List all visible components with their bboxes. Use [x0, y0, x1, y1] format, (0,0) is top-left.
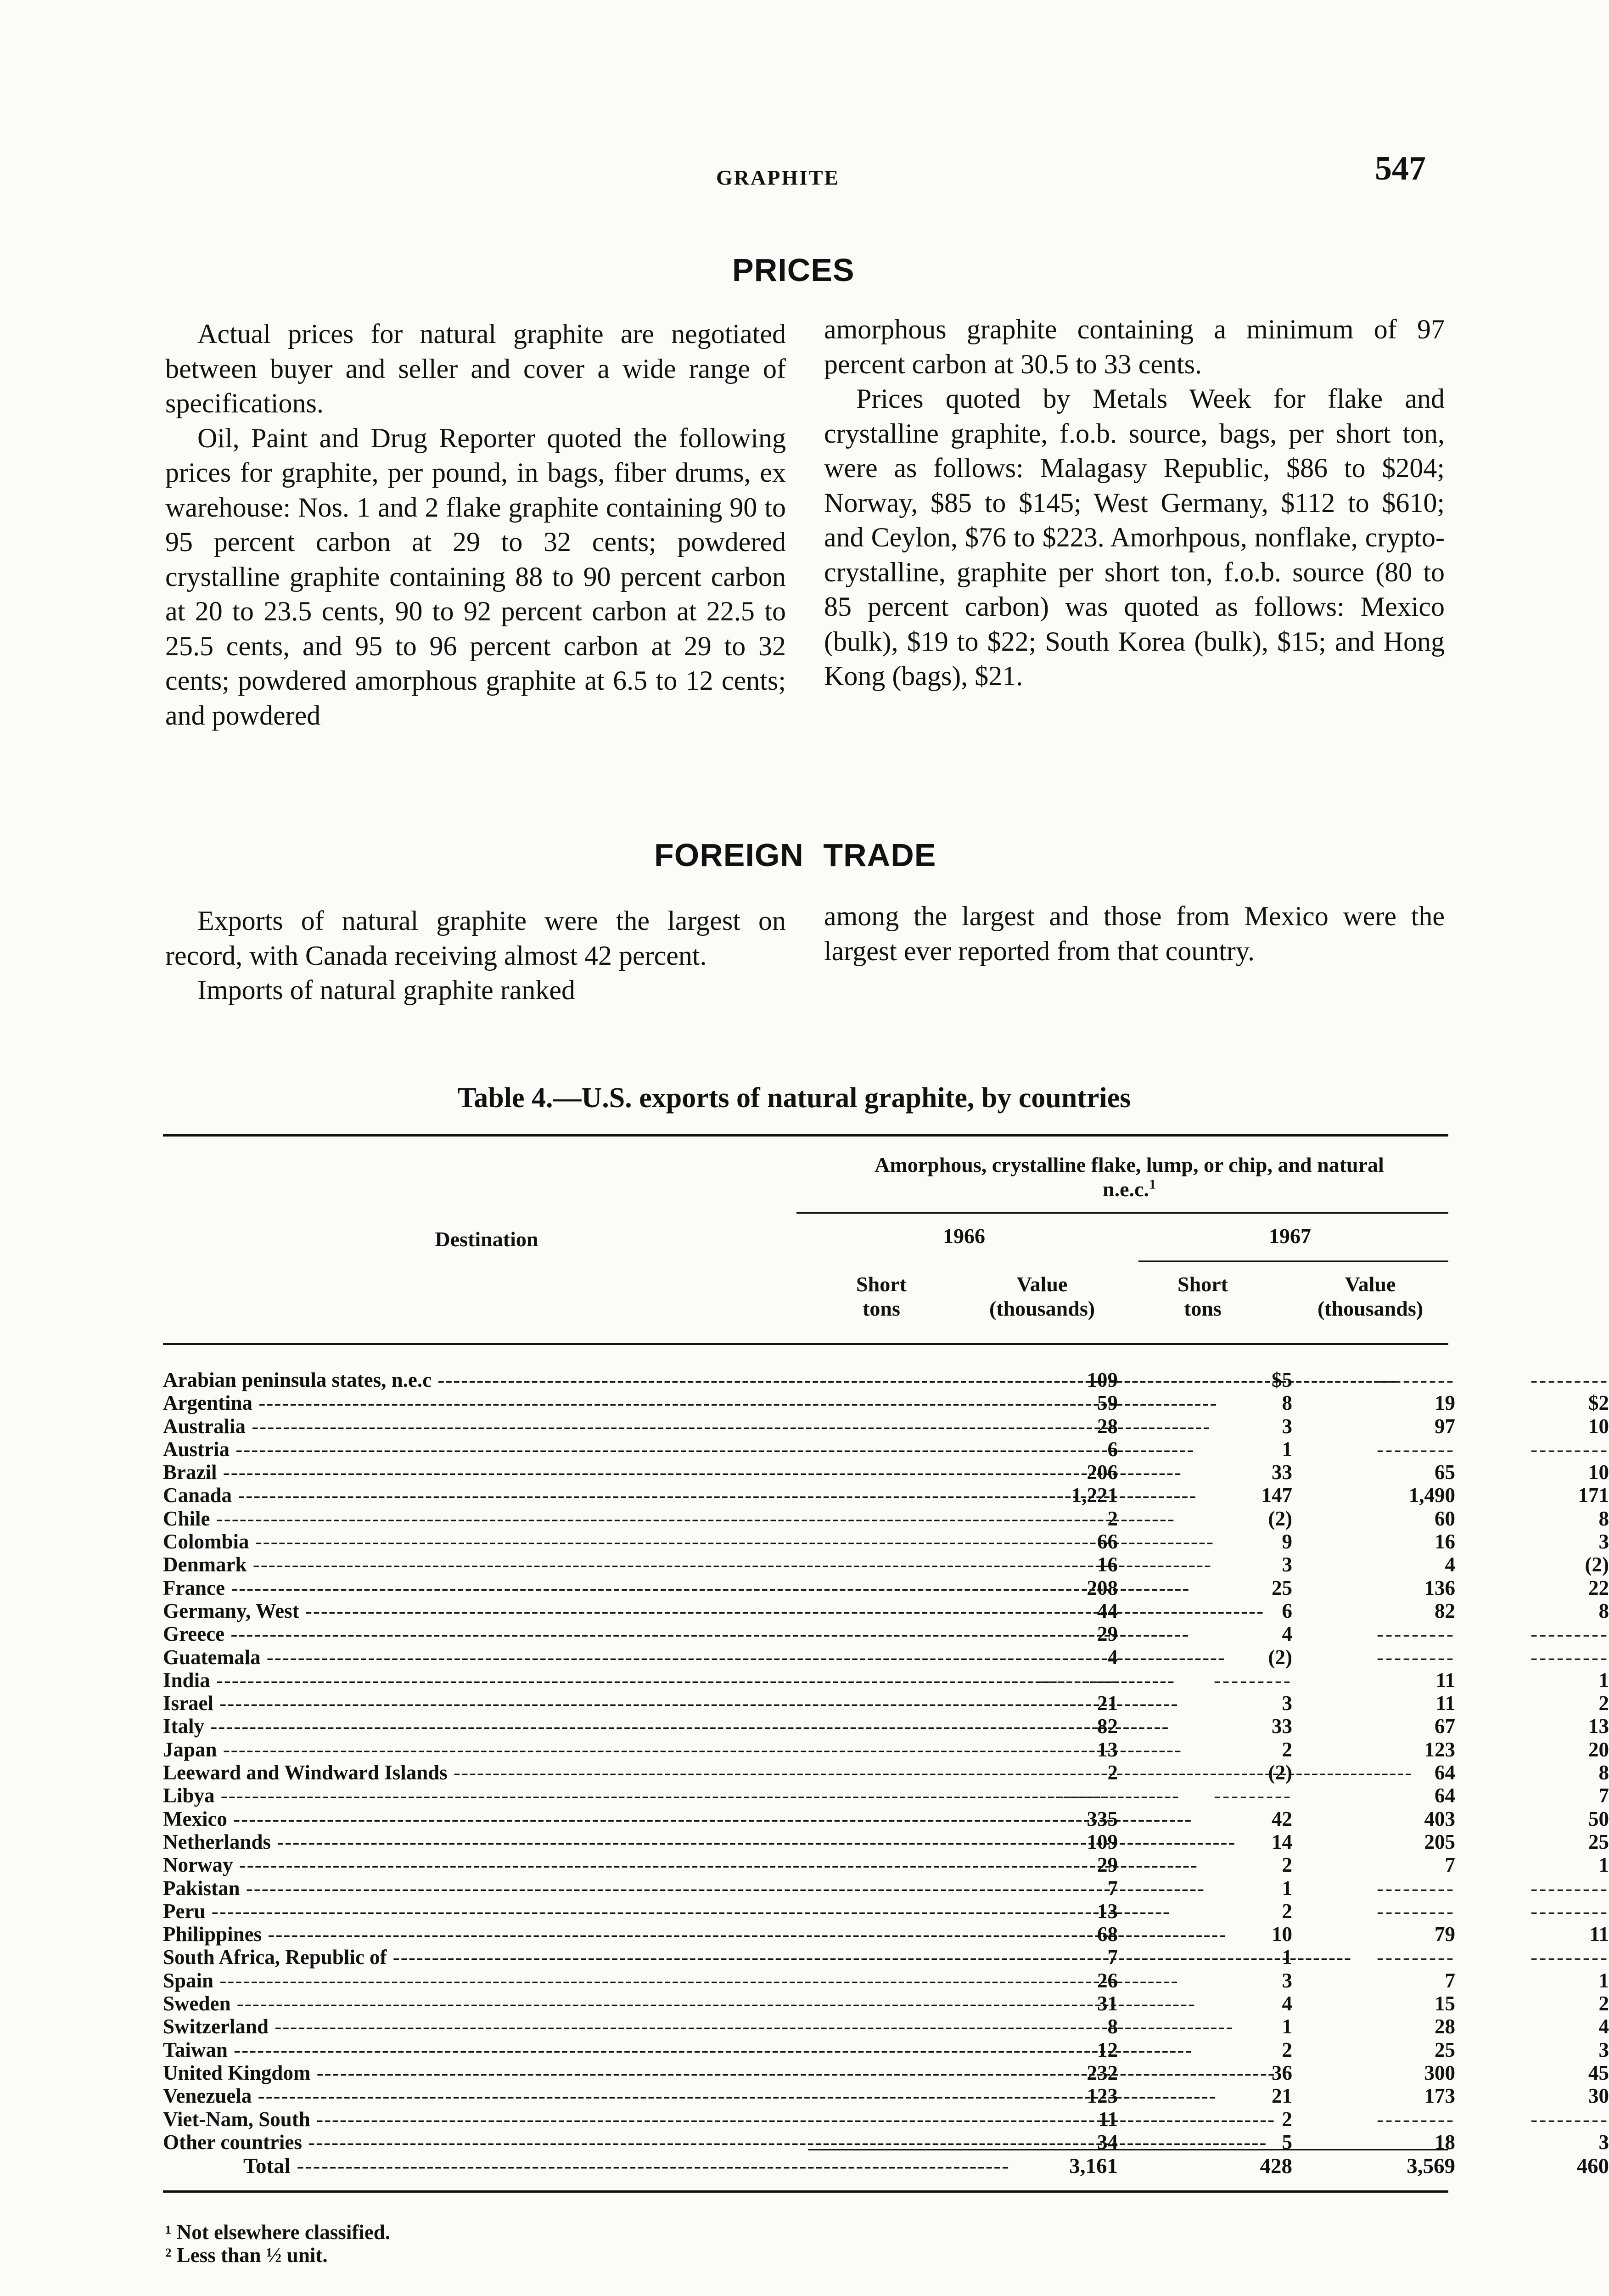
paragraph: Oil, Paint and Drug Reporter quoted the following prices for graphite, per pound, in bags, fiber drums, ex warehouse: Nos. 1 and 2 flake graphite containing 90 to 95 percent carbon at 29 to 32 cents; powdered crystalline graphite containing 88 to 90 percent carbon at 20 to 23.5 cents, 90 to 92 percent carbon at 22.5 to 25.5 cents, and 95 to 96 percent carbon at 29 to 32 cents; powdered amorphous graphite at 6.5 to 12 cents; and powdered [165, 422, 786, 731]
prices-heading: PRICES [732, 252, 855, 288]
paragraph: Prices quoted by Metals Week for flake and crystalline graphite, f.o.b. source, bags, per short ton, were as follows: Malagasy Republic, $86 to $204; Norway, $85 to $145; West Germany, $112 to $610; and Ceylon, $76 to $223. Amorhpous, nonflake, crypto-crystalline, graphite per short ton, f.o.b. source (80 to 85 percent carbon) was quoted as follows: Mexico (bulk), $19 to $22; South Korea (bulk), $15; and Hong Kong (bags), $21. [824, 383, 1445, 691]
year-1966-header: 1966 [943, 1224, 985, 1248]
destination-cell: Austria ----- [163, 1438, 803, 1461]
table-row [163, 1391, 1609, 1415]
value-1966-cell: 2 [1282, 2038, 1292, 2061]
tons-1967-cell: --------- [1377, 1368, 1455, 1391]
table-row [163, 1992, 1609, 2015]
destination-cell: Viet-Nam, South ----- [163, 2108, 803, 2131]
destination-cell: Brazil ----- [163, 1461, 803, 1484]
trade-right-column [824, 899, 1445, 968]
destination-cell: Japan ----- [163, 1738, 803, 1761]
value-1967-cell: 4 [1598, 2015, 1609, 2038]
value-1967-cell: --------- [1531, 1876, 1609, 1900]
value-1967-cell: --------- [1531, 1645, 1609, 1669]
col-group-label: Amorphous, crystalline flake, lump, or chip, and natural n.e.c. [875, 1153, 1384, 1201]
value-1966-cell: 1 [1282, 2015, 1292, 2038]
destination-cell: Chile ----- [163, 1507, 803, 1530]
trade-left-column [165, 904, 786, 1008]
tons-1966-cell: 8 [1107, 2015, 1118, 2038]
prices-left-column [165, 317, 786, 733]
value-1967-cell: 22 [1588, 1576, 1609, 1599]
value-1966-cell: (2) [1268, 1507, 1292, 1530]
tons-1967-cell: 25 [1435, 2038, 1455, 2061]
tons-1967-cell: 28 [1435, 2015, 1455, 2038]
value-1967-cell: 8 [1598, 1599, 1609, 1622]
prices-right-column [824, 312, 1445, 694]
value-1966-cell: 2 [1282, 1899, 1292, 1923]
value-1967-cell: 10 [1588, 1414, 1609, 1438]
destination-cell: Italy ----- [163, 1715, 803, 1738]
value-1966-cell: 9 [1282, 1530, 1292, 1553]
destination-cell: Israel ----- [163, 1692, 803, 1715]
destination-cell: Sweden ----- [163, 1992, 803, 2015]
destination-cell: Norway ----- [163, 1853, 803, 1876]
value-1967-cell: --------- [1531, 1946, 1609, 1969]
running-head: GRAPHITE [716, 166, 840, 189]
subheader-value-1967: Value (thousands) [1317, 1272, 1424, 1320]
destination-cell: Leeward and Windward Islands ----- [163, 1761, 803, 1784]
table-title: Table 4.—U.S. exports of natural graphite, by countries [457, 1082, 1131, 1114]
tons-1967-cell: 79 [1435, 1923, 1455, 1946]
table-row [163, 2084, 1609, 2108]
value-1967-cell: --------- [1531, 1368, 1609, 1391]
tons-1966-cell: 11 [1098, 2107, 1118, 2131]
value-1966-cell: --------- [1214, 1668, 1292, 1692]
total-tons-1966: 3,161 [1069, 2154, 1118, 2178]
paragraph: Actual prices for natural graphite are negotiated between buyer and seller and cover a wide range of specifications. [165, 319, 786, 418]
table-row [163, 1437, 1609, 1461]
col-group-header [854, 1153, 1405, 1201]
table-row [163, 1876, 1609, 1900]
tons-1966-cell: 13 [1097, 1899, 1118, 1923]
tons-1966-cell: 1,221 [1071, 1484, 1118, 1507]
destination-cell: United Kingdom ----- [163, 2061, 803, 2084]
value-1967-cell: 3 [1598, 1530, 1609, 1553]
col-header-destination: Destination [435, 1227, 538, 1251]
table-row [163, 1576, 1609, 1599]
tons-1966-cell: 13 [1097, 1738, 1118, 1761]
table-row [163, 1807, 1609, 1830]
tons-1966-cell: 59 [1097, 1391, 1118, 1415]
foreign-trade-heading: FOREIGN TRADE [654, 837, 936, 873]
tons-1966-cell: 82 [1097, 1715, 1118, 1738]
tons-1967-cell: 300 [1424, 2061, 1455, 2084]
value-1967-cell: --------- [1531, 1622, 1609, 1646]
tons-1967-cell: --------- [1377, 1437, 1455, 1461]
tons-1967-cell: 64 [1435, 1761, 1455, 1784]
value-1967-cell: 10 [1588, 1461, 1609, 1484]
table-row [163, 2107, 1609, 2131]
tons-1967-cell: 123 [1424, 1738, 1455, 1761]
table-row [163, 1923, 1609, 1946]
tons-1967-cell: 4 [1445, 1553, 1455, 1576]
value-1966-cell: --------- [1214, 1784, 1292, 1807]
tons-1967-cell: 19 [1435, 1391, 1455, 1415]
table-row [163, 1507, 1609, 1530]
year-1967-rule [1138, 1261, 1448, 1262]
table-row [163, 2130, 1609, 2154]
value-1966-cell: 3 [1282, 1553, 1292, 1576]
tons-1967-cell: 11 [1435, 1692, 1455, 1715]
value-1967-cell: 3 [1598, 2038, 1609, 2061]
tons-1967-cell: --------- [1377, 1899, 1455, 1923]
table-row [163, 2038, 1609, 2061]
tons-1967-cell: 67 [1435, 1715, 1455, 1738]
value-1966-cell: 3 [1282, 1692, 1292, 1715]
table-row [163, 1830, 1609, 1853]
footnote-2: ² Less than ½ unit. [165, 2244, 328, 2267]
tons-1966-cell: 7 [1107, 1876, 1118, 1900]
destination-cell: Taiwan ----- [163, 2038, 803, 2061]
tons-1967-cell: 82 [1435, 1599, 1455, 1622]
tons-1966-cell: 21 [1097, 1692, 1118, 1715]
tons-1967-cell: 18 [1435, 2130, 1455, 2154]
value-1966-cell: 1 [1282, 1876, 1292, 1900]
tons-1966-cell: 4 [1107, 1645, 1118, 1669]
value-1967-cell: 25 [1588, 1830, 1609, 1853]
value-1967-cell: 7 [1598, 1784, 1609, 1807]
destination-cell: Australia ----- [163, 1415, 803, 1438]
value-1967-cell: 11 [1589, 1923, 1609, 1946]
tons-1966-cell: 66 [1097, 1530, 1118, 1553]
paragraph: Exports of natural graphite were the largest on record, with Canada receiving almost 42 percent. [165, 906, 786, 971]
footnote-ref: 1 [1149, 1176, 1156, 1192]
tons-1966-cell: 109 [1087, 1830, 1118, 1853]
destination-cell: Other countries ----- [163, 2131, 803, 2154]
table-row [163, 1715, 1609, 1738]
destination-cell: Venezuela ----- [163, 2084, 803, 2107]
table-row [163, 1599, 1609, 1622]
destination-cell: Arabian peninsula states, n.e.c ----- [163, 1368, 803, 1391]
value-1966-cell: 2 [1282, 1738, 1292, 1761]
subheader-value-1966: Value (thousands) [989, 1272, 1095, 1320]
table-row [163, 1761, 1609, 1784]
tons-1966-cell: --------- [1039, 1668, 1118, 1692]
value-1967-cell: 8 [1598, 1761, 1609, 1784]
table-bottom-rule [163, 2190, 1448, 2193]
value-1967-cell: 2 [1598, 1692, 1609, 1715]
table-row [163, 1461, 1609, 1484]
tons-1967-cell: --------- [1377, 1946, 1455, 1969]
tons-1967-cell: 11 [1435, 1668, 1455, 1692]
value-1966-cell: 21 [1272, 2084, 1292, 2108]
tons-1966-cell: 28 [1097, 1414, 1118, 1438]
tons-1966-cell: 109 [1087, 1368, 1118, 1391]
tons-1966-cell: 44 [1097, 1599, 1118, 1622]
value-1966-cell: 3 [1282, 1969, 1292, 1992]
destination-cell: Pakistan ----- [163, 1877, 803, 1900]
table-row [163, 1622, 1609, 1646]
destination-cell: Spain ----- [163, 1969, 803, 1992]
value-1966-cell: 10 [1272, 1923, 1292, 1946]
tons-1966-cell: 16 [1097, 1553, 1118, 1576]
value-1966-cell: (2) [1268, 1645, 1292, 1669]
value-1966-cell: 14 [1272, 1830, 1292, 1853]
table-row [163, 1484, 1609, 1507]
table-row [163, 2061, 1609, 2084]
table-row [163, 1692, 1609, 1715]
tons-1966-cell: 232 [1087, 2061, 1118, 2084]
tons-1966-cell: 2 [1107, 1761, 1118, 1784]
value-1967-cell: 2 [1598, 1992, 1609, 2015]
footnote-1: ¹ Not elsewhere classified. [165, 2221, 391, 2244]
tons-1967-cell: 173 [1424, 2084, 1455, 2108]
value-1966-cell: 6 [1282, 1599, 1292, 1622]
page-number: 547 [1375, 150, 1426, 187]
table-row [163, 2015, 1609, 2038]
tons-1967-cell: 16 [1435, 1530, 1455, 1553]
value-1967-cell: 13 [1588, 1715, 1609, 1738]
destination-cell: Libya ----- [163, 1784, 803, 1807]
destination-cell: Philippines ----- [163, 1923, 803, 1946]
table-row [163, 1853, 1609, 1877]
value-1966-cell: 2 [1282, 2107, 1292, 2131]
value-1966-cell: 8 [1282, 1391, 1292, 1415]
value-1967-cell: --------- [1531, 2107, 1609, 2131]
value-1966-cell: 2 [1282, 1853, 1292, 1877]
value-1966-cell: 4 [1282, 1992, 1292, 2015]
value-1967-cell: (2) [1585, 1553, 1609, 1576]
destination-cell: South Africa, Republic of ----- [163, 1946, 803, 1969]
tons-1966-cell: 29 [1097, 1622, 1118, 1646]
table-row [163, 1530, 1609, 1553]
paragraph: Imports of natural graphite ranked [197, 975, 576, 1005]
year-rule [796, 1212, 1448, 1214]
table-body [163, 1368, 1609, 2154]
tons-1966-cell: 335 [1087, 1807, 1118, 1830]
tons-1967-cell: --------- [1377, 2107, 1455, 2131]
table-row [163, 1784, 1609, 1807]
tons-1967-cell: 97 [1435, 1414, 1455, 1438]
tons-1967-cell: 403 [1424, 1807, 1455, 1830]
tons-1967-cell: 136 [1424, 1576, 1455, 1599]
value-1967-cell: 1 [1598, 1853, 1609, 1877]
value-1967-cell: 8 [1598, 1507, 1609, 1530]
value-1967-cell: --------- [1531, 1899, 1609, 1923]
tons-1966-cell: 26 [1097, 1969, 1118, 1992]
destination-cell: Netherlands ----- [163, 1830, 803, 1853]
tons-1966-cell: 31 [1097, 1992, 1118, 2015]
destination-cell: Colombia ----- [163, 1530, 803, 1553]
table-row [163, 1368, 1609, 1391]
table-row [163, 1969, 1609, 1992]
value-1966-cell: 36 [1272, 2061, 1292, 2084]
value-1967-cell: 45 [1588, 2061, 1609, 2084]
tons-1967-cell: 65 [1435, 1461, 1455, 1484]
destination-cell: Greece ----- [163, 1622, 803, 1645]
tons-1966-cell: 206 [1087, 1461, 1118, 1484]
value-1967-cell: 30 [1588, 2084, 1609, 2108]
value-1966-cell: 1 [1282, 1437, 1292, 1461]
value-1967-cell: $2 [1588, 1391, 1609, 1415]
subheader-tons-1967: Short tons [1177, 1272, 1228, 1320]
value-1966-cell: 1 [1282, 1946, 1292, 1969]
total-tons-1967: 3,569 [1407, 2154, 1455, 2178]
tons-1967-cell: --------- [1377, 1876, 1455, 1900]
value-1966-cell: 147 [1261, 1484, 1292, 1507]
tons-1967-cell: 7 [1445, 1969, 1455, 1992]
table-row [163, 1899, 1609, 1923]
tons-1967-cell: 7 [1445, 1853, 1455, 1877]
value-1967-cell: 171 [1578, 1484, 1609, 1507]
value-1967-cell: 50 [1588, 1807, 1609, 1830]
value-1966-cell: 33 [1272, 1715, 1292, 1738]
destination-cell: Canada ----- [163, 1484, 803, 1507]
table-row [163, 1553, 1609, 1576]
destination-cell: France ----- [163, 1576, 803, 1599]
header-bottom-rule [163, 1343, 1448, 1345]
destination-cell: India ----- [163, 1669, 803, 1692]
tons-1966-cell: 29 [1097, 1853, 1118, 1877]
year-1967-header: 1967 [1269, 1224, 1311, 1248]
value-1967-cell: 20 [1588, 1738, 1609, 1761]
tons-1966-cell: 208 [1087, 1576, 1118, 1599]
tons-1966-cell: 68 [1097, 1923, 1118, 1946]
value-1967-cell: 3 [1598, 2130, 1609, 2154]
paragraph: among the largest and those from Mexico were the largest ever reported from that country. [824, 901, 1445, 966]
paragraph: amorphous graphite containing a minimum of 97 percent carbon at 30.5 to 33 cents. [824, 314, 1445, 379]
table-top-rule [163, 1134, 1448, 1137]
tons-1967-cell: 64 [1435, 1784, 1455, 1807]
value-1967-cell: 1 [1598, 1668, 1609, 1692]
destination-cell: Switzerland ----- [163, 2015, 803, 2038]
destination-cell: Guatemala ----- [163, 1646, 803, 1669]
tons-1967-cell: 1,490 [1408, 1484, 1455, 1507]
value-1967-cell: 1 [1598, 1969, 1609, 1992]
value-1966-cell: 42 [1272, 1807, 1292, 1830]
table-row [163, 1946, 1609, 1969]
tons-1967-cell: 60 [1435, 1507, 1455, 1530]
table-row [163, 1414, 1609, 1438]
value-1966-cell: $5 [1272, 1368, 1292, 1391]
total-label: Total ----- [243, 2154, 803, 2178]
destination-cell: Argentina ----- [163, 1391, 803, 1414]
destination-cell: Mexico ----- [163, 1807, 803, 1830]
tons-1967-cell: --------- [1377, 1622, 1455, 1646]
table-row [163, 1738, 1609, 1761]
subheader-tons-1966: Short tons [856, 1272, 907, 1320]
value-1966-cell: 25 [1272, 1576, 1292, 1599]
value-1966-cell: 5 [1282, 2130, 1292, 2154]
table-row [163, 1645, 1609, 1669]
tons-1967-cell: 205 [1424, 1830, 1455, 1853]
tons-1966-cell: 12 [1097, 2038, 1118, 2061]
tons-1966-cell: --------- [1039, 1784, 1118, 1807]
total-value-1966: 428 [1260, 2154, 1292, 2178]
tons-1966-cell: 7 [1107, 1946, 1118, 1969]
value-1966-cell: 4 [1282, 1622, 1292, 1646]
tons-1967-cell: 15 [1435, 1992, 1455, 2015]
destination-cell: Denmark ----- [163, 1553, 803, 1576]
value-1966-cell: 33 [1272, 1461, 1292, 1484]
tons-1966-cell: 34 [1097, 2130, 1118, 2154]
tons-1966-cell: 123 [1087, 2084, 1118, 2108]
destination-cell: Germany, West ----- [163, 1599, 803, 1622]
total-value-1967: 460 [1576, 2154, 1609, 2178]
tons-1966-cell: 6 [1107, 1437, 1118, 1461]
table-row [163, 1668, 1609, 1692]
total-row [163, 2154, 1609, 2181]
value-1967-cell: --------- [1531, 1437, 1609, 1461]
value-1966-cell: 3 [1282, 1414, 1292, 1438]
value-1966-cell: (2) [1268, 1761, 1292, 1784]
tons-1966-cell: 2 [1107, 1507, 1118, 1530]
destination-cell: Peru ----- [163, 1900, 803, 1923]
tons-1967-cell: --------- [1377, 1645, 1455, 1669]
